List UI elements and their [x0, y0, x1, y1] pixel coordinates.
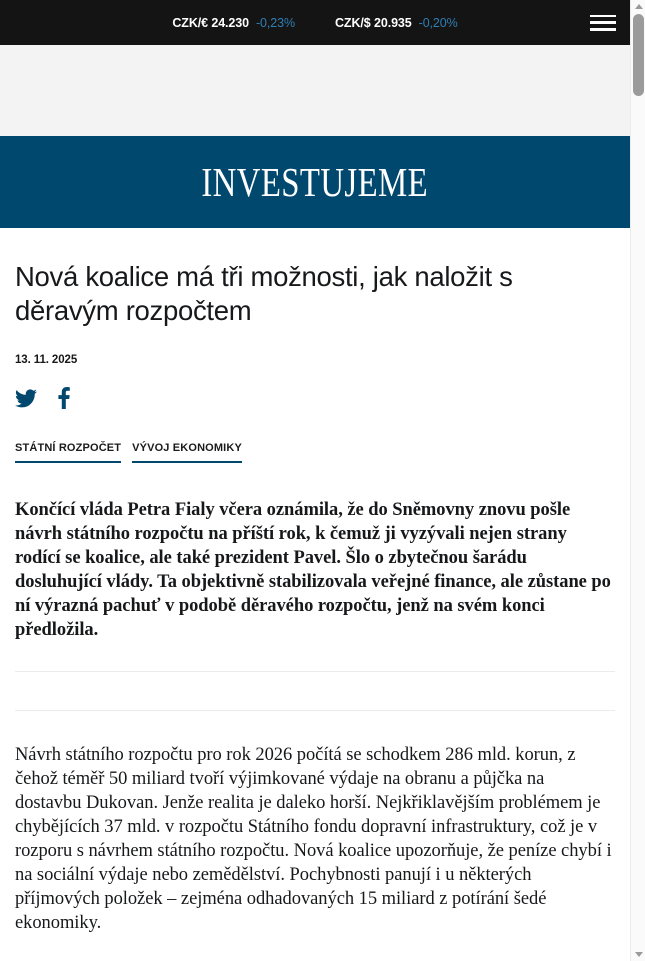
hamburger-menu-icon[interactable]	[590, 13, 616, 33]
social-share-row	[15, 387, 615, 409]
hamburger-bar	[590, 15, 616, 18]
ticker-change-label: -0,23%	[255, 15, 295, 30]
scroll-up-arrow-glyph	[635, 4, 643, 9]
article-date: 13. 11. 2025	[15, 354, 78, 366]
scrollbar-thumb[interactable]	[633, 14, 644, 96]
article-lead-paragraph: Končící vláda Petra Fialy včera oznámila, že do Sněmovny znovu pošle návrh státního rozpočtu na příští rok, k čemuž ji vyzývali nejen strany rodící se koalice, ale také prezident Pavel. Šlo o zbytečnou šarádu dosluhující vlády. Ta objektivně stabilizovala veřejné finance, ale zůstane po ní výrazná pachuť v podobě děravého rozpočtu, jenž na svém konci předložila.	[15, 500, 611, 640]
facebook-icon[interactable]	[58, 387, 70, 409]
ticker-item-czk-usd[interactable]	[335, 16, 458, 30]
ticker-change-label: -0,20%	[418, 15, 458, 30]
hamburger-bar	[590, 28, 616, 31]
ticker-group	[172, 16, 457, 30]
ticker-pair-label: CZK/€ 24.230	[172, 15, 249, 30]
article-container	[0, 260, 630, 935]
scroll-up-arrow-icon[interactable]	[631, 0, 645, 13]
site-logo[interactable]: INVESTUJEME	[201, 159, 429, 205]
tag-statni-rozpocet[interactable]: STÁTNÍ ROZPOČET	[15, 442, 121, 463]
ticker-item-czk-eur[interactable]	[172, 16, 295, 30]
article-title: Nová koalice má tři možnosti, jak naložit s děravým rozpočtem	[15, 261, 513, 326]
tag-vyvoj-ekonomiky[interactable]: VÝVOJ EKONOMIKY	[132, 442, 242, 463]
scroll-down-arrow-glyph	[635, 952, 643, 957]
ticker-pair-label: CZK/$ 20.935	[335, 15, 412, 30]
vertical-scrollbar[interactable]	[630, 0, 645, 961]
top-banner-slot	[0, 45, 630, 136]
article-inline-embed-slot	[15, 671, 615, 711]
scroll-down-arrow-icon[interactable]	[631, 948, 645, 961]
site-header-band	[0, 136, 630, 228]
twitter-icon[interactable]	[15, 389, 37, 408]
hamburger-bar	[590, 21, 616, 24]
top-ticker-bar	[0, 0, 630, 45]
article-body-paragraph: Návrh státního rozpočtu pro rok 2026 počítá se schodkem 286 mld. korun, z čehož téměř 50 miliard tvoří výjimkované výdaje na obranu a půjčka na dostavbu Dukovan. Jenže realita je daleko horší. Nejkřiklavějším problémem je chybějících 37 mld. v rozpočtu Státního fondu dopravní infrastruktury, což je v rozporu s návrhem státního rozpočtu. Nová koalice upozorňuje, že peníze chybí i na sociální výdaje nebo zemědělství. Pochybnosti panují i u některých příjmových položek – zejména odhadovaných 15 miliard z potírání šedé ekonomiky.	[15, 745, 612, 933]
article-tag-row	[15, 442, 615, 463]
